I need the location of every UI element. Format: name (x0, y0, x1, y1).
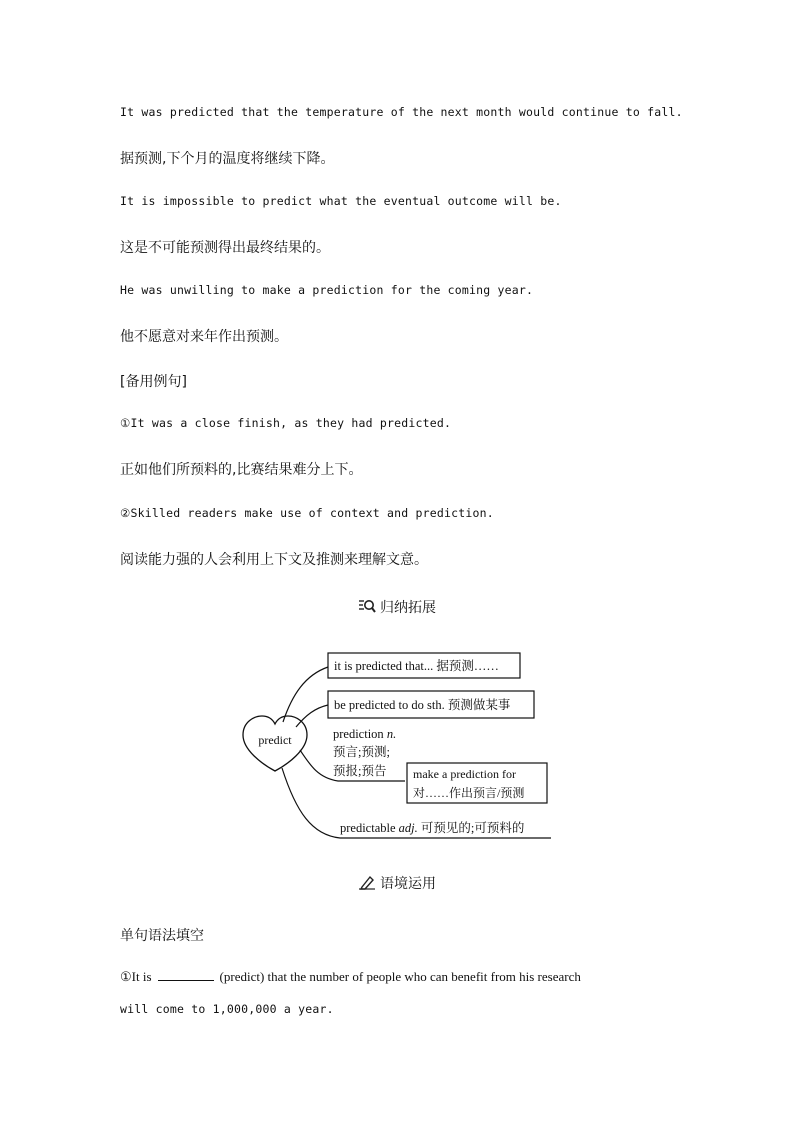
branch-2-text: be predicted to do sth. 预测做某事 (334, 698, 511, 712)
branch-1-text: it is predicted that... 据预测…… (334, 659, 499, 673)
branch-3-line2: 预言;预测; (333, 745, 390, 759)
line-8-en: ①It was a close finish, as they had predicted. (120, 416, 452, 430)
predict-mind-map (0, 640, 794, 900)
question-1-start: ①It is (120, 969, 152, 984)
branch-3-line3: 预报;预告 (333, 764, 387, 778)
line-11-zh: 阅读能力强的人会利用上下文及推测来理解文意。 (120, 552, 428, 568)
line-5-en: He was unwilling to make a prediction for the coming year. (120, 283, 534, 297)
section-heading-summary (0, 597, 794, 618)
line-2-zh: 据预测,下个月的温度将继续下降。 (120, 151, 335, 167)
answer-blank[interactable] (158, 969, 214, 981)
exercise-title: 单句语法填空 (120, 928, 204, 944)
line-3-en: It is impossible to predict what the eventual outcome will be. (120, 194, 562, 208)
section-heading-context (0, 873, 794, 894)
branch-3-word: prediction n. (333, 727, 397, 741)
branch-1-curve (283, 667, 328, 722)
center-word: predict (258, 733, 292, 747)
branch-4-text: predictable adj. 可预见的;可预料的 (340, 821, 525, 835)
backup-examples-label: [备用例句] (120, 374, 187, 390)
branch-3-sub-line1: make a prediction for (413, 767, 516, 781)
line-6-zh: 他不愿意对来年作出预测。 (120, 329, 288, 345)
line-10-en: ②Skilled readers make use of context and prediction. (120, 506, 494, 520)
section-title-summary: 归纳拓展 (380, 600, 436, 616)
question-1-rest: (predict) that the number of people who can benefit from his research (219, 969, 581, 984)
magnifier-icon (358, 598, 376, 618)
question-1-line-1 (120, 969, 581, 985)
question-1-line-2: will come to 1,000,000 a year. (120, 1002, 334, 1016)
line-9-zh: 正如他们所预料的,比赛结果难分上下。 (120, 462, 363, 478)
pen-icon (358, 874, 376, 894)
line-4-zh: 这是不可能预测得出最终结果的。 (120, 240, 330, 256)
section-title-context: 语境运用 (380, 876, 436, 892)
line-1-en: It was predicted that the temperature of the next month would continue to fall. (120, 105, 683, 119)
branch-3-sub-line2: 对……作出预言/预测 (413, 786, 525, 800)
